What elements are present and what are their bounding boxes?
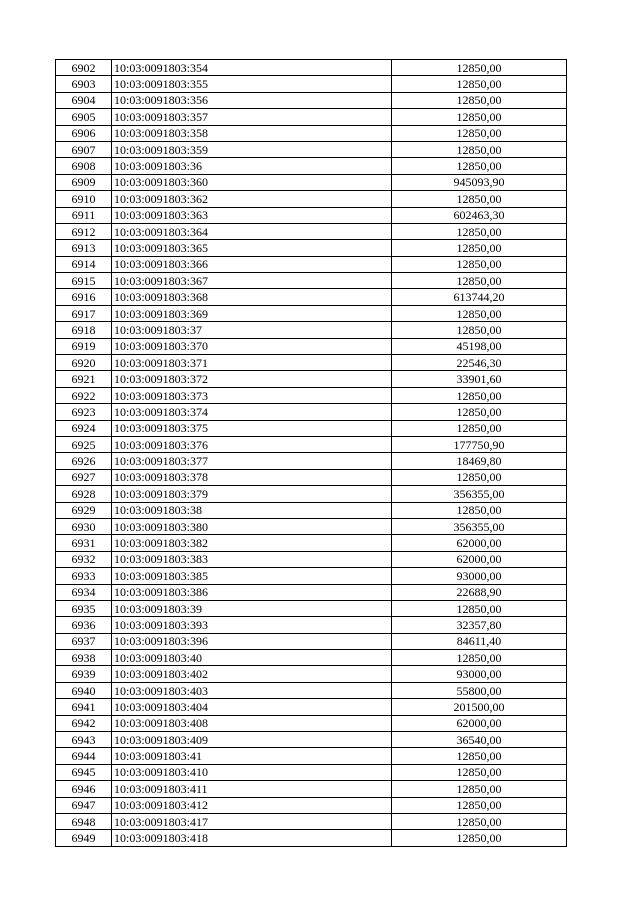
table-row [56, 486, 567, 502]
cadastral-number-cell: 10:03:0091803:386 [112, 584, 392, 600]
cadastral-number-cell: 10:03:0091803:418 [112, 830, 392, 846]
value-cell: 93000,00 [392, 666, 567, 682]
cadastral-number-cell: 10:03:0091803:355 [112, 76, 392, 92]
row-number-cell: 6928 [56, 486, 112, 502]
value-cell: 12850,00 [392, 223, 567, 239]
cadastral-number-cell: 10:03:0091803:37 [112, 322, 392, 338]
table-row [56, 158, 567, 174]
table-row [56, 813, 567, 829]
value-cell: 62000,00 [392, 715, 567, 731]
cadastral-number-cell: 10:03:0091803:364 [112, 223, 392, 239]
row-number-cell: 6943 [56, 732, 112, 748]
table-row [56, 568, 567, 584]
cadastral-number-cell: 10:03:0091803:380 [112, 518, 392, 534]
cadastral-number-cell: 10:03:0091803:360 [112, 174, 392, 190]
value-cell: 12850,00 [392, 830, 567, 846]
cadastral-number-cell: 10:03:0091803:385 [112, 568, 392, 584]
value-cell: 84611,40 [392, 633, 567, 649]
table-row [56, 666, 567, 682]
cadastral-number-cell: 10:03:0091803:39 [112, 600, 392, 616]
table-row [56, 240, 567, 256]
row-number-cell: 6926 [56, 453, 112, 469]
cadastral-number-cell: 10:03:0091803:379 [112, 486, 392, 502]
cadastral-number-cell: 10:03:0091803:369 [112, 305, 392, 321]
row-number-cell: 6939 [56, 666, 112, 682]
cadastral-number-cell: 10:03:0091803:365 [112, 240, 392, 256]
value-cell: 12850,00 [392, 387, 567, 403]
cadastral-number-cell: 10:03:0091803:362 [112, 191, 392, 207]
row-number-cell: 6923 [56, 404, 112, 420]
table-body [56, 60, 567, 847]
table-row [56, 748, 567, 764]
value-cell: 356355,00 [392, 486, 567, 502]
row-number-cell: 6942 [56, 715, 112, 731]
row-number-cell: 6940 [56, 682, 112, 698]
value-cell: 12850,00 [392, 76, 567, 92]
row-number-cell: 6908 [56, 158, 112, 174]
value-cell: 12850,00 [392, 158, 567, 174]
table-row [56, 469, 567, 485]
table-row [56, 404, 567, 420]
value-cell: 12850,00 [392, 813, 567, 829]
value-cell: 32357,80 [392, 617, 567, 633]
cadastral-number-cell: 10:03:0091803:358 [112, 125, 392, 141]
value-cell: 22688,90 [392, 584, 567, 600]
cadastral-number-cell: 10:03:0091803:372 [112, 371, 392, 387]
cadastral-number-cell: 10:03:0091803:359 [112, 141, 392, 157]
value-cell: 613744,20 [392, 289, 567, 305]
row-number-cell: 6931 [56, 535, 112, 551]
table-row [56, 289, 567, 305]
table-row [56, 420, 567, 436]
table-row [56, 830, 567, 846]
value-cell: 12850,00 [392, 92, 567, 108]
table-row [56, 109, 567, 125]
value-cell: 602463,30 [392, 207, 567, 223]
row-number-cell: 6922 [56, 387, 112, 403]
value-cell: 12850,00 [392, 650, 567, 666]
value-cell: 356355,00 [392, 518, 567, 534]
table-row [56, 387, 567, 403]
row-number-cell: 6904 [56, 92, 112, 108]
value-cell: 12850,00 [392, 191, 567, 207]
table-row [56, 305, 567, 321]
table-row [56, 518, 567, 534]
table-row [56, 76, 567, 92]
cadastral-number-cell: 10:03:0091803:370 [112, 338, 392, 354]
table-row [56, 453, 567, 469]
row-number-cell: 6930 [56, 518, 112, 534]
cadastral-number-cell: 10:03:0091803:366 [112, 256, 392, 272]
row-number-cell: 6941 [56, 699, 112, 715]
cadastral-number-cell: 10:03:0091803:408 [112, 715, 392, 731]
value-cell: 12850,00 [392, 469, 567, 485]
row-number-cell: 6909 [56, 174, 112, 190]
cadastral-number-cell: 10:03:0091803:393 [112, 617, 392, 633]
value-cell: 12850,00 [392, 797, 567, 813]
value-cell: 55800,00 [392, 682, 567, 698]
table-row [56, 732, 567, 748]
cadastral-number-cell: 10:03:0091803:367 [112, 273, 392, 289]
table-row [56, 699, 567, 715]
row-number-cell: 6905 [56, 109, 112, 125]
table-row [56, 781, 567, 797]
row-number-cell: 6902 [56, 60, 112, 76]
row-number-cell: 6913 [56, 240, 112, 256]
cadastral-number-cell: 10:03:0091803:373 [112, 387, 392, 403]
table-row [56, 273, 567, 289]
table-row [56, 92, 567, 108]
value-cell: 18469,80 [392, 453, 567, 469]
value-cell: 12850,00 [392, 125, 567, 141]
value-cell: 12850,00 [392, 256, 567, 272]
value-cell: 12850,00 [392, 60, 567, 76]
value-cell: 12850,00 [392, 600, 567, 616]
cadastral-number-cell: 10:03:0091803:368 [112, 289, 392, 305]
row-number-cell: 6934 [56, 584, 112, 600]
table-row [56, 371, 567, 387]
cadastral-number-cell: 10:03:0091803:404 [112, 699, 392, 715]
row-number-cell: 6933 [56, 568, 112, 584]
cadastral-number-cell: 10:03:0091803:382 [112, 535, 392, 551]
row-number-cell: 6936 [56, 617, 112, 633]
table-row [56, 223, 567, 239]
row-number-cell: 6919 [56, 338, 112, 354]
table-row [56, 355, 567, 371]
row-number-cell: 6903 [56, 76, 112, 92]
cadastral-number-cell: 10:03:0091803:417 [112, 813, 392, 829]
value-cell: 12850,00 [392, 420, 567, 436]
cadastral-number-cell: 10:03:0091803:396 [112, 633, 392, 649]
row-number-cell: 6937 [56, 633, 112, 649]
cadastral-number-cell: 10:03:0091803:403 [112, 682, 392, 698]
data-table [55, 59, 567, 847]
cadastral-number-cell: 10:03:0091803:40 [112, 650, 392, 666]
row-number-cell: 6917 [56, 305, 112, 321]
row-number-cell: 6946 [56, 781, 112, 797]
table-row [56, 502, 567, 518]
row-number-cell: 6916 [56, 289, 112, 305]
value-cell: 62000,00 [392, 535, 567, 551]
value-cell: 22546,30 [392, 355, 567, 371]
cadastral-number-cell: 10:03:0091803:38 [112, 502, 392, 518]
value-cell: 12850,00 [392, 748, 567, 764]
table-row [56, 584, 567, 600]
value-cell: 12850,00 [392, 764, 567, 780]
value-cell: 45198,00 [392, 338, 567, 354]
table-row [56, 338, 567, 354]
value-cell: 12850,00 [392, 141, 567, 157]
table-row [56, 650, 567, 666]
value-cell: 12850,00 [392, 240, 567, 256]
table-row [56, 322, 567, 338]
cadastral-number-cell: 10:03:0091803:412 [112, 797, 392, 813]
table-row [56, 191, 567, 207]
cadastral-number-cell: 10:03:0091803:402 [112, 666, 392, 682]
row-number-cell: 6918 [56, 322, 112, 338]
cadastral-number-cell: 10:03:0091803:36 [112, 158, 392, 174]
row-number-cell: 6907 [56, 141, 112, 157]
table-row [56, 436, 567, 452]
row-number-cell: 6947 [56, 797, 112, 813]
cadastral-number-cell: 10:03:0091803:410 [112, 764, 392, 780]
row-number-cell: 6932 [56, 551, 112, 567]
row-number-cell: 6925 [56, 436, 112, 452]
row-number-cell: 6906 [56, 125, 112, 141]
cadastral-number-cell: 10:03:0091803:354 [112, 60, 392, 76]
cadastral-number-cell: 10:03:0091803:356 [112, 92, 392, 108]
row-number-cell: 6915 [56, 273, 112, 289]
cadastral-number-cell: 10:03:0091803:371 [112, 355, 392, 371]
table-row [56, 797, 567, 813]
value-cell: 36540,00 [392, 732, 567, 748]
table-row [56, 60, 567, 76]
value-cell: 201500,00 [392, 699, 567, 715]
cadastral-number-cell: 10:03:0091803:411 [112, 781, 392, 797]
row-number-cell: 6927 [56, 469, 112, 485]
value-cell: 12850,00 [392, 273, 567, 289]
row-number-cell: 6935 [56, 600, 112, 616]
value-cell: 945093,90 [392, 174, 567, 190]
cadastral-number-cell: 10:03:0091803:363 [112, 207, 392, 223]
table-row [56, 207, 567, 223]
cadastral-number-cell: 10:03:0091803:378 [112, 469, 392, 485]
table-row [56, 125, 567, 141]
table-row [56, 633, 567, 649]
cadastral-number-cell: 10:03:0091803:376 [112, 436, 392, 452]
cadastral-number-cell: 10:03:0091803:409 [112, 732, 392, 748]
row-number-cell: 6911 [56, 207, 112, 223]
row-number-cell: 6949 [56, 830, 112, 846]
value-cell: 177750,90 [392, 436, 567, 452]
cadastral-number-cell: 10:03:0091803:383 [112, 551, 392, 567]
table-row [56, 535, 567, 551]
row-number-cell: 6944 [56, 748, 112, 764]
table-row [56, 600, 567, 616]
row-number-cell: 6945 [56, 764, 112, 780]
table-row [56, 715, 567, 731]
value-cell: 12850,00 [392, 502, 567, 518]
row-number-cell: 6912 [56, 223, 112, 239]
row-number-cell: 6921 [56, 371, 112, 387]
table-row [56, 174, 567, 190]
table-row [56, 141, 567, 157]
cadastral-number-cell: 10:03:0091803:375 [112, 420, 392, 436]
value-cell: 12850,00 [392, 404, 567, 420]
value-cell: 62000,00 [392, 551, 567, 567]
row-number-cell: 6924 [56, 420, 112, 436]
table-row [56, 682, 567, 698]
row-number-cell: 6929 [56, 502, 112, 518]
table-row [56, 764, 567, 780]
value-cell: 12850,00 [392, 322, 567, 338]
table-row [56, 256, 567, 272]
row-number-cell: 6914 [56, 256, 112, 272]
cadastral-number-cell: 10:03:0091803:41 [112, 748, 392, 764]
cadastral-number-cell: 10:03:0091803:357 [112, 109, 392, 125]
row-number-cell: 6910 [56, 191, 112, 207]
table-row [56, 551, 567, 567]
value-cell: 33901,60 [392, 371, 567, 387]
table-row [56, 617, 567, 633]
value-cell: 12850,00 [392, 305, 567, 321]
row-number-cell: 6920 [56, 355, 112, 371]
value-cell: 12850,00 [392, 109, 567, 125]
cadastral-number-cell: 10:03:0091803:377 [112, 453, 392, 469]
row-number-cell: 6948 [56, 813, 112, 829]
cadastral-number-cell: 10:03:0091803:374 [112, 404, 392, 420]
row-number-cell: 6938 [56, 650, 112, 666]
value-cell: 12850,00 [392, 781, 567, 797]
value-cell: 93000,00 [392, 568, 567, 584]
